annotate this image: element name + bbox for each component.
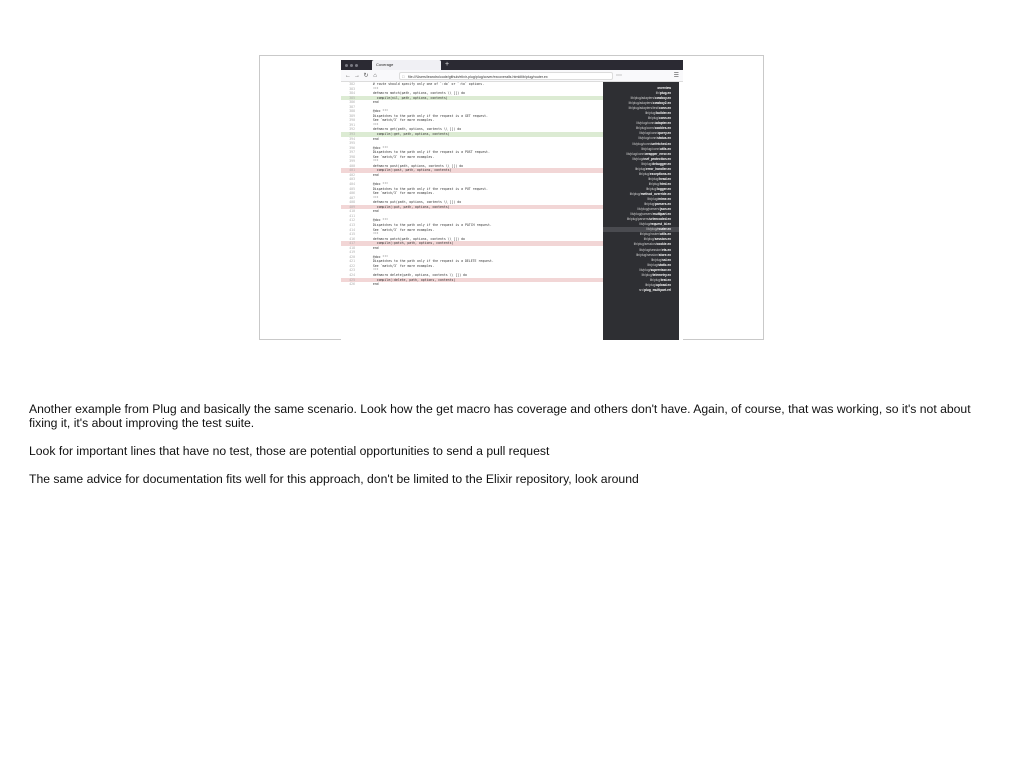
module-dir: lib/plug/ [641, 272, 653, 277]
reload-icon[interactable]: ↻ [363, 73, 369, 79]
line-number: 410 [349, 209, 355, 214]
code-text: end [369, 136, 379, 141]
code-text: """ [369, 159, 379, 164]
code-text: compile(:patch, path, options, contents) [369, 241, 454, 246]
module-name: plug_multipart.erl [644, 287, 671, 292]
module-name: wrapper_error.ex [645, 151, 671, 156]
module-name: upload.ex [656, 282, 671, 287]
line-number: 388 [349, 109, 355, 114]
line-number: 403 [349, 177, 355, 182]
back-arrow-icon[interactable]: ← [345, 72, 351, 79]
module-dir: lib/plug/adapters/ [630, 96, 655, 101]
module-dir: lib/plug/ [629, 191, 641, 196]
code-text: compile(:get, path, options, contents) [369, 132, 450, 137]
code-text: @doc """ [369, 109, 389, 114]
code-text: Dispatches to the path only if the request is a PATCH request. [369, 222, 492, 227]
module-name: cookies.ex [654, 126, 671, 131]
line-number: 389 [349, 113, 355, 118]
module-dir: lib/plug/ [645, 282, 657, 287]
line-number: 393 [349, 132, 355, 137]
line-number: 418 [349, 245, 355, 250]
hit-count [359, 282, 369, 287]
line-number: 415 [349, 232, 355, 237]
line-number: 400 [349, 163, 355, 168]
code-text: defmacro get(path, options, contents \\ []) do [369, 127, 462, 132]
module-dir: lib/plug/ [651, 257, 663, 262]
module-dir: lib/plug/conn/ [635, 126, 655, 131]
module-name: urlencoded.ex [649, 217, 671, 222]
notes-paragraph-2: Look for important lines that have no test, those are potential opportunities to send a pull request [29, 444, 550, 458]
line-number: 391 [349, 122, 355, 127]
code-text: Dispatches to the path only if the request is a POST request. [369, 150, 490, 155]
module-dir: lib/plug/conn/ [639, 131, 659, 136]
code-text: """ [369, 232, 379, 237]
window-controls[interactable] [345, 64, 358, 67]
line-number: 407 [349, 195, 355, 200]
module-dir: lib/ [655, 91, 660, 96]
code-text: Dispatches to the path only if the request is a GET request. [369, 113, 488, 118]
home-icon[interactable]: ⌂ [373, 72, 377, 79]
module-name: cowboy2.ex [652, 101, 671, 106]
notes-paragraph-1: Another example from Plug and basically the same scenario. Look how the get macro has coverage and others don't have. Again, of course, that was working, so it's not about fixing it, it's about improving the test suite. [29, 402, 971, 430]
line-number: 411 [349, 213, 355, 218]
line-number: 420 [349, 254, 355, 259]
code-text: compile(:post, path, options, contents) [369, 168, 452, 173]
module-dir: lib/plug/router/ [639, 232, 661, 237]
module-name: router.ex [657, 227, 671, 232]
module-dir: lib/plug/ [648, 176, 660, 181]
module-name: telemetry.ex [652, 272, 671, 277]
module-dir: lib/plug/session/ [636, 252, 659, 257]
module-name: utils.ex [660, 232, 671, 237]
code-text: @doc """ [369, 254, 389, 259]
line-number: 395 [349, 141, 355, 146]
line-number: 397 [349, 150, 355, 155]
module-dir: lib/plug/adapters/ [628, 101, 653, 106]
line-number: 402 [349, 172, 355, 177]
line-number: 390 [349, 118, 355, 123]
plus-icon[interactable]: + [445, 61, 450, 68]
module-name: unfetched.ex [651, 141, 671, 146]
module-dir: lib/plug/parsers/ [630, 212, 653, 217]
module-dir: lib/plug/ [638, 171, 650, 176]
module-dir: lib/plug/ [647, 197, 659, 202]
module-dir: lib/plug/conn/ [641, 146, 661, 151]
code-text: See `match/3` for more examples. [369, 191, 435, 196]
module-dir: lib/plug/ [646, 186, 657, 191]
code-text: """ [369, 122, 379, 127]
line-number: 412 [349, 218, 355, 223]
line-number: 382 [349, 82, 355, 86]
more-options-icon[interactable]: ⋯ [616, 73, 622, 79]
module-name: adapter.ex [655, 121, 671, 126]
module-name: store.ex [658, 252, 671, 257]
coverage-report [341, 82, 683, 340]
module-dir: lib/plug/conn/ [636, 121, 656, 126]
module-link[interactable] [603, 288, 679, 293]
module-name: conn.ex [658, 116, 671, 121]
line-number: 404 [349, 182, 355, 187]
module-name: parsers.ex [655, 202, 671, 207]
module-dir: lib/plug/ [639, 267, 651, 272]
line-number: 419 [349, 250, 355, 255]
code-text: See `match/3` for more examples. [369, 227, 435, 232]
module-name: multipart.ex [652, 212, 671, 217]
line-number: 409 [349, 204, 355, 209]
notes-paragraph-3: The same advice for documentation fits well for this approach, don't be limited to the Elixir repository, look around [29, 472, 639, 486]
module-name: query.ex [658, 131, 671, 136]
module-name: status.ex [657, 136, 671, 141]
line-number: 386 [349, 100, 355, 105]
line-number: 399 [349, 159, 355, 164]
code-text: defmacro post(path, options, contents \\ []) do [369, 163, 464, 168]
module-name: builder.ex [656, 111, 671, 116]
browser-navbar [341, 70, 683, 82]
line-number: 408 [349, 200, 355, 205]
file-icon: □ [402, 73, 405, 79]
forward-arrow-icon[interactable]: → [354, 72, 360, 79]
browser-tab[interactable] [372, 60, 441, 70]
code-text: See `match/3` for more examples. [369, 263, 435, 268]
module-dir: lib/plug/ [647, 116, 659, 121]
module-name: json.ex [660, 207, 671, 212]
line-number: 414 [349, 227, 355, 232]
module-dir: lib/plug/parsers/ [637, 207, 661, 212]
line-number: 383 [349, 86, 355, 91]
module-name: html.ex [659, 181, 671, 186]
module-name: session.ex [654, 237, 671, 242]
code-text: defmacro delete(path, options, contents \\ []) do [369, 272, 467, 277]
code-text: See `match/3` for more examples. [369, 118, 435, 123]
module-dir: lib/plug/conn/ [632, 141, 652, 146]
code-text: """ [369, 268, 379, 273]
line-number: 406 [349, 191, 355, 196]
close-window-dot[interactable] [345, 64, 348, 67]
module-name: plug.ex [659, 91, 671, 96]
module-dir: lib/plug/ [641, 161, 653, 166]
module-dir: lib/plug/ [645, 111, 657, 116]
hamburger-menu-icon[interactable]: ☰ [673, 73, 679, 79]
module-name: error_handler.ex [646, 166, 671, 171]
module-dir: lib/plug/ [643, 237, 655, 242]
minimize-window-dot[interactable] [350, 64, 353, 67]
code-text: compile(nil, path, options, contents) [369, 95, 448, 100]
code-text: """ [369, 86, 379, 91]
code-text: end [369, 209, 379, 214]
browser-window [341, 60, 683, 340]
module-dir: lib/plug/parsers/ [626, 217, 650, 222]
line-number: 392 [349, 127, 355, 132]
module-dir: lib/plug/ [639, 222, 651, 227]
line-number: 426 [349, 282, 355, 287]
module-name: mime.ex [658, 197, 671, 202]
line-number: 396 [349, 145, 355, 150]
code-text: Dispatches to the path only if the request is a PUT request. [369, 186, 488, 191]
module-name: request_id.ex [650, 222, 671, 227]
module-dir: lib/plug/ [648, 181, 660, 186]
line-number: 423 [349, 268, 355, 273]
code-text: defmacro match(path, options, contents \\ []) do [369, 91, 465, 96]
code-text: end [369, 172, 379, 177]
module-name: ets.ex [661, 247, 671, 252]
line-number: 384 [349, 91, 355, 96]
maximize-window-dot[interactable] [355, 64, 358, 67]
line-number: 413 [349, 222, 355, 227]
module-name: conn.ex [658, 106, 671, 111]
module-dir: lib/plug/ [632, 156, 644, 161]
module-dir: src/ [638, 287, 645, 292]
module-dir: lib/plug/ [646, 227, 658, 232]
module-name: supervisor.ex [650, 267, 671, 272]
line-number: 421 [349, 259, 355, 264]
module-name: cookie.ex [656, 242, 671, 247]
module-name: cowboy.ex [654, 96, 671, 101]
module-name: head.ex [659, 176, 671, 181]
url-bar[interactable] [399, 72, 613, 80]
code-text: compile(:put, path, options, contents) [369, 204, 450, 209]
code-text: @doc """ [369, 218, 389, 223]
module-name: overview [657, 86, 671, 90]
module-dir: lib/plug/session/ [633, 242, 657, 247]
module-sidebar [603, 82, 679, 340]
tab-title: Coverage [376, 62, 394, 67]
module-name: exceptions.ex [649, 171, 671, 176]
code-text: end [369, 282, 379, 287]
module-name: test.ex [660, 277, 671, 282]
line-number: 385 [349, 95, 355, 100]
code-text: end [369, 245, 379, 250]
line-number: 416 [349, 236, 355, 241]
code-text: @doc """ [369, 145, 389, 150]
module-dir: lib/plug/ [649, 277, 661, 282]
module-name: static.ex [658, 262, 671, 267]
line-number: 417 [349, 241, 355, 246]
module-dir: lib/plug/adapters/test/ [628, 106, 659, 111]
code-text: See `match/3` for more examples. [369, 154, 435, 159]
module-name: ssl.ex [662, 257, 671, 262]
speaker-notes [29, 402, 997, 500]
module-dir: lib/plug/conn/ [626, 151, 646, 156]
module-dir: lib/plug/conn/ [638, 136, 658, 141]
browser-titlebar [341, 60, 683, 70]
code-text: compile(:delete, path, options, contents) [369, 277, 456, 282]
line-number: 401 [349, 168, 355, 173]
line-number: 422 [349, 263, 355, 268]
module-name: method_override.ex [640, 191, 671, 196]
url-text: file:///Users/leandro/code/github/elixir-plug/plug/cover/excoveralls.html#lib/plug/router.ex [408, 74, 548, 79]
module-dir: lib/plug/ [635, 166, 647, 171]
code-text: defmacro put(path, options, contents \\ []) do [369, 200, 462, 205]
code-text: @doc """ [369, 182, 389, 187]
module-dir: lib/plug/session/ [639, 247, 662, 252]
line-number: 425 [349, 277, 355, 282]
module-dir: lib/plug/ [644, 202, 656, 207]
source-code-panel [341, 82, 603, 340]
code-text: Dispatches to the path only if the request is a DELETE request. [369, 259, 494, 264]
module-name: csrf_protection.ex [643, 156, 671, 161]
code-line [341, 282, 603, 287]
line-number: 387 [349, 104, 355, 109]
line-number: 424 [349, 272, 355, 277]
line-number: 394 [349, 136, 355, 141]
code-text: # route should specify only one of `:do` or `:to` options. [369, 82, 485, 86]
module-dir: lib/plug/ [647, 262, 659, 267]
code-text: """ [369, 195, 379, 200]
module-name: utils.ex [660, 146, 671, 151]
code-text: end [369, 100, 379, 105]
line-number: 398 [349, 154, 355, 159]
code-text: defmacro patch(path, options, contents \\ []) do [369, 236, 465, 241]
line-number: 405 [349, 186, 355, 191]
module-name: logger.ex [657, 186, 671, 191]
module-name: debugger.ex [652, 161, 671, 166]
